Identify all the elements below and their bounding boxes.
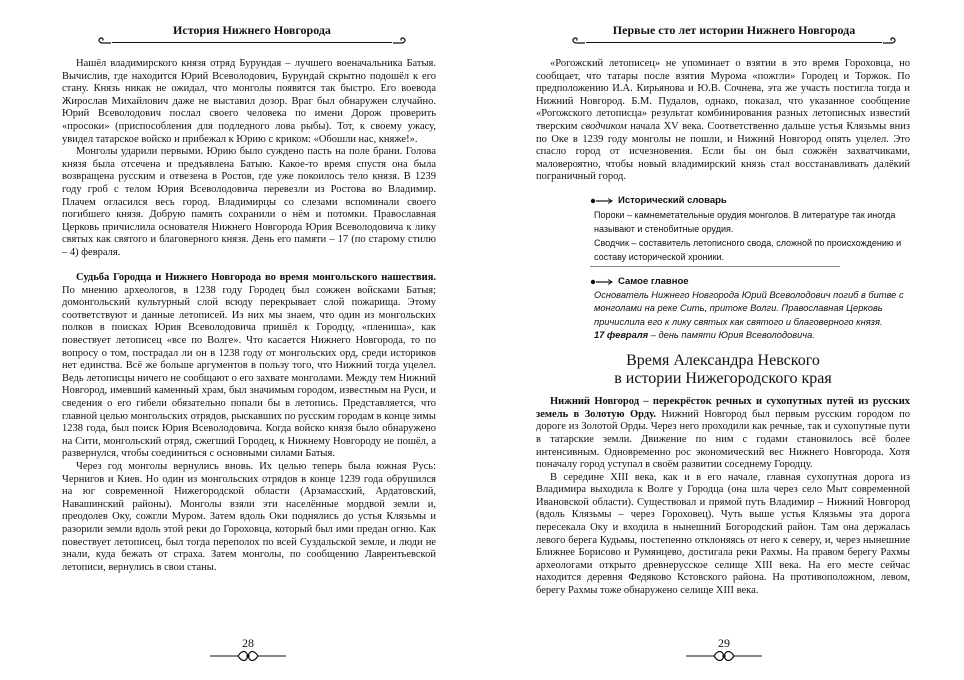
- summary-heading: [590, 275, 910, 289]
- summary-title: Самое главное: [618, 275, 689, 287]
- page-number: 29: [718, 636, 730, 650]
- glossary-box: [590, 194, 910, 342]
- bullet-ornament-icon: [590, 279, 614, 285]
- summary-date: [594, 329, 910, 342]
- paragraph: [536, 58, 910, 184]
- paragraph-lead: Судьба Городца и Нижнего Новгорода во время монгольского нашествия.: [76, 272, 436, 284]
- glossary-entry: Пороки – камнеметательные орудия монголов. В литературе так иногда называют и стенобитные орудия.: [594, 209, 896, 234]
- section-title: [536, 352, 910, 388]
- text-column: [62, 58, 436, 574]
- divider: [590, 266, 840, 267]
- header-title: Первые сто лет истории Нижнего Новгорода: [612, 23, 856, 37]
- paragraph-text: «Рогожский летописец» не упоминает о взятии в это время Гороховца, но сообщает, что татары после взятия Мурома «пожгли» Городец и Торжок. По предположению И.А. Кирьянова и Ю.В. Сочнева, эта же участь постигла тогда и Нижний Новгород. Б.М. Пудалов, однако, показал, что указанное сообщение «Рогожского летописца» результат комбинирования разных летописных известий тверским: [536, 58, 910, 132]
- paragraph: [62, 272, 436, 461]
- paragraph: В середине XIII века, как и в его начале, главная сухопутная дорога из Владимира выходила к Волге у Городца (она шла через село Мыт современной Ивановской области). Существовал и прямой путь Владимир – Нижний Новгород (вдоль Клязьмы – через Гороховец). Чуть выше устья Клязьмы эта дорога пересекала Оку и входила в нынешний Богородский район. Там она держалась левого берега Кудьмы, постепенно отклоняясь от него к северу, и, через нынешние Ближнее Борисово и Румянцево, достигала реки Рахмы. На правом берегу Рахмы археологами открыто древнерусское селище XIII века. На его месте сейчас находится деревня Федяково Кстовского района. На противоположном, левом, берегу Рахмы тоже обнаружено селище XIII века.: [536, 471, 910, 597]
- scroll-ornament-icon: [392, 35, 408, 51]
- glossary-entry: Сводчик – составитель летописного свода, сложной по происхождению и составу исторической хроники.: [594, 237, 902, 262]
- running-header: [96, 22, 408, 50]
- emphasis-term: сводчиком: [580, 120, 627, 132]
- header-rule: [586, 42, 882, 43]
- section-title-line: Время Александра Невского: [626, 352, 820, 370]
- paragraph-text: начала XV века. Соответственно дальше устья Клязьмы вниз по Оке в 1239 году монголы не пошли, и Нижний Новгород опять уцелел. Это спасло город от исчезновения. Если бы он был сожжён захватчиками, маловероятно, чтобы новый владимирский князь стал восстанавливать далёкий пограничный город.: [536, 120, 910, 183]
- paragraph-text: Нижний Новгород был первым русским городом по дороге из Золотой Орды. Через него проходили как речные, так и сухопутные пути в татарские земли. Движение по ним с годами становилось всё более интенсивным. Одновременно рос экономический вес Нижнего Новгорода. Хотя поначалу город уступал в своём развитии соседнему Городцу.: [536, 408, 910, 471]
- header-rule: [112, 42, 392, 43]
- footer-ornament-icon: [684, 648, 764, 664]
- summary-text: Основатель Нижнего Новгорода Юрий Всеволодович погиб в битве с монголами на реке Сить, притоке Волги. Православная Церковь причислила его к лику святых как святого и благоверного князя.: [594, 289, 904, 327]
- summary-date-rest: – день памяти Юрия Всеволодовича.: [650, 329, 815, 340]
- glossary-title: Исторический словарь: [618, 194, 727, 206]
- paragraph: Монголы ударили первыми. Юрию было суждено пасть на поле брани. Голова князя была отсечена и предъявлена Батыю. Какое-то время спустя она была возвращена русским и отвезена в Ростов, где уже покоилось тело князя. В 1239 году гроб с телом Юрия Всеволодовича перевезли из Ростова во Владимир. Плачем огласился весь город. Владимирцы со слезами вспоминали своего погибшего князя. Добрую память сохранили о нём и потомки. Православная Церковь причислила основателя Нижнего Новгорода Юрия Всеволодовича к лику святых как святого и благоверного князя. День его памяти – 17 (по старому стилю – 4) февраля.: [62, 146, 436, 258]
- paragraph-lead: Нижний Новгород – перекрёсток речных и сухопутных путей из русских земель в Золотую Орду.: [536, 396, 910, 420]
- paragraph: Нашёл владимирского князя отряд Бурундая – лучшего военачальника Батыя. Вычислив, где находится Юрий Всеволодович, Бурундай скрытно подошёл к его стану. Князь никак не ожидал, что монголы появятся так быстро. Его воевода Жирослав Михайлович даже не выставил дозор. Враг был обнаружен случайно. Юрий Всеволодович послал своего человека по имени Дорож проверить «просоки» (приспособления для подледного лова рыбы). Тот, к своему ужасу, увидел татарское войско и прибежал к Юрию с криком: «Обошли нас, княже!».: [62, 58, 436, 145]
- footer-ornament-icon: [208, 648, 288, 664]
- scroll-ornament-icon: [882, 35, 898, 51]
- text-column: [536, 58, 910, 598]
- paragraph: [536, 396, 910, 472]
- paragraph: Через год монголы вернулись вновь. Их целью теперь была южная Русь: Чернигов и Киев. Но один из монгольских отрядов в конце 1239 года обрушился на юг современной Нижегородской области (Арзамасский, Ардатовский, Навашинский районы). Монголы взяли эти населённые мордвой земли и, преодолев Оку, сожгли Муром. Затем вдоль Оки поднялись до устья Клязьмы и разорили земли вдоль этой реки до Гороховца, который был ими предан огню. Как повествует летописец, был тогда переполох по всей Суздальской земле, и люди не знали, куда бежать от страха. Затем монголы, по сообщению Лаврентьевской летописи, вернулись в свои станы.: [62, 461, 436, 573]
- header-title: История Нижнего Новгорода: [173, 23, 331, 37]
- summary-date-bold: 17 февраля: [594, 329, 649, 340]
- running-header: [570, 22, 898, 50]
- paragraph-text: По мнению археологов, в 1238 году Городец был сожжен войсками Батыя; домонгольский культурный слой всюду перекрывает слой пожарища. Этому соответствуют и данные летописей. Из них мы знаем, что один из монгольских полков в поисках Юрия Всеволодовича пришёл к Городцу, «плениша», как повествует летописец «все по Волге». Что касается Нижнего Новгорода, то по вопросу о том, пострадал ли он в 1238 году от монгольских орд, среди историков нет единства. Всё же больше аргументов в пользу того, что Нижний тогда уцелел. Ведь летописцы ничего не сообщают о его захвате монголами. Между тем Нижний Новгород, имевший каменный храм, был значимым городом, известным на Руси, и сведения о его гибели обязательно попали бы в летопись. Представляется, что главной целью монгольских отрядов, рыскавших по русским городам в конце зимы 1238 года, был поиск Юрия Всеволодовича. Когда войско князя было обнаружено на Сити, монгольский отряд, сжегший Городец, к Нижнему Новгороду не пошёл, а развернулся, чтобы соединиться с основными силами Батыя.: [62, 284, 436, 460]
- page-number: 28: [242, 636, 254, 650]
- glossary-heading: [590, 194, 910, 208]
- bullet-ornament-icon: [590, 198, 614, 204]
- section-title-line: в истории Нижегородского края: [614, 370, 832, 388]
